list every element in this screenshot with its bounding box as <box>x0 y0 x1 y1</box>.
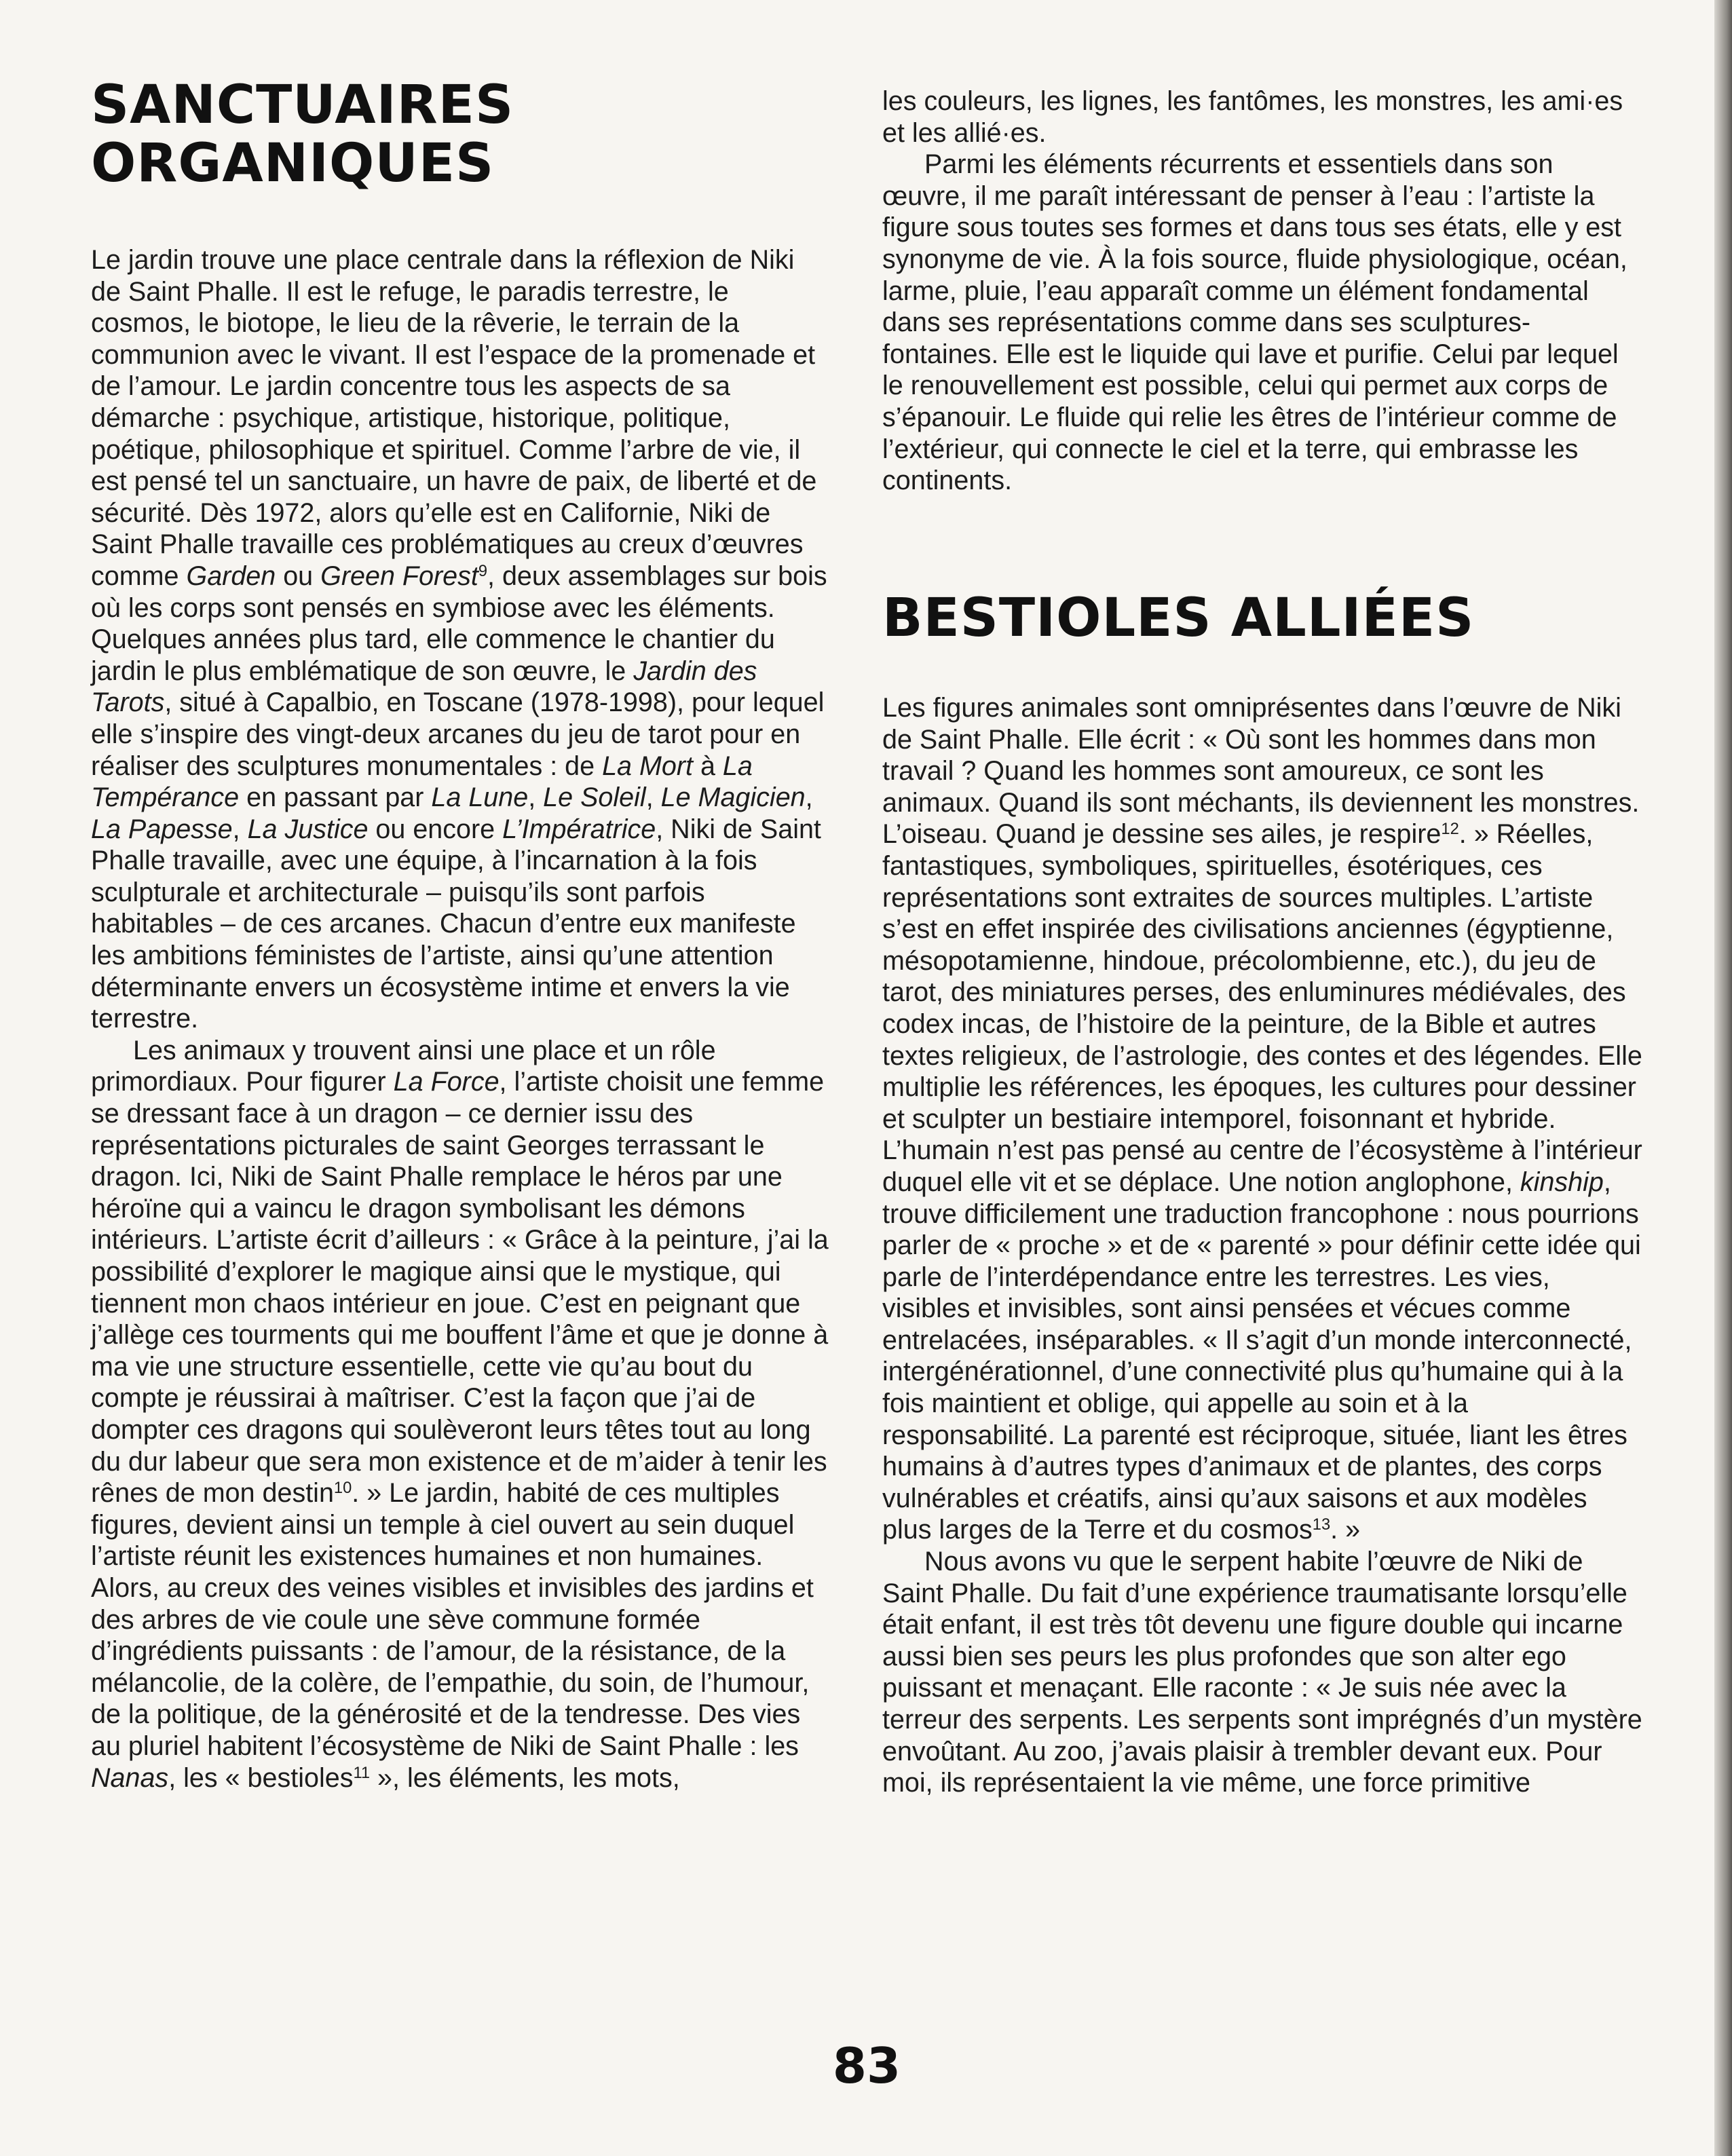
footnote-ref-9: 9 <box>478 562 488 580</box>
paragraph-figures-animales: Les figures animales sont omniprésentes dans l’œuvre de Niki de Saint Phalle. Elle écrit : « Où sont les hommes dans mon travail ? Quand les hommes sont amoureux, ce sont les animaux. Quand ils sont méchants, ils deviennent les monstres. L’oiseau. Quand je dessine ses ailes, je respire$^{12}$. » Réelles, fantastiques, symboliques, spirituelles, ésotériques, ces représentations sont extraites de sources multiples. L’artiste s’est en effet inspirée des civilisations anciennes (égyptienne, mésopotamienne, hindoue, précolombienne, etc.), du jeu de tarot, des miniatures perses, des enluminures médiévales, des codex incas, de l’histoire de la peinture, de la Bible et autres textes religieux, de l’astrologie, des contes et des légendes. Elle multiplie les références, les époques, les cultures pour dessiner et sculpter un bestiaire intemporel, foisonnant et hybride. L’humain n’est pas pensé au centre de l’écosystème à l’intérieur duquel elle vit et se déplace. Une notion anglophone, kinship, trouve difficilement une traduction francophone : nous pourrions parler de « proche » et de « parenté » pour définir cette idée qui parle de l’interdépendance entre les terrestres. Les vies, visibles et invisibles, sont ainsi pensées et vécues comme entrelacées, inséparables. « Il s’agit d’un monde interconnecté, intergénérationnel, d’une connectivité plus qu’humaine qui à la fois maintient et oblige, qui appelle au soin et à la responsabilité. La parenté est réciproque, située, liant les êtres humains à d’autres types d’animaux et de plantes, des corps vulnérables et créatifs, ainsi qu’aux saisons et aux modèles plus larges de la Terre et du cosmos$^{13}$. » <box>882 693 1642 1545</box>
footnote-ref-13: 13 <box>1312 1516 1331 1534</box>
paragraph-eau: Parmi les éléments récurrents et essentiels dans son œuvre, il me paraît intéressant de penser à l’eau : l’artiste la figure sous toutes ses formes et dans tous ses états, elle y est synonyme de vie. À la fois source, fluide physiologique, océan, larme, pluie, l’eau apparaît comme un élément fondamental dans ses représentations comme dans ses sculptures-fontaines. Elle est le liquide qui lave et purifie. Celui par lequel le renouvellement est possible, celui qui permet aux corps de s’épanouir. Le fluide qui relie les êtres de l’intérieur comme de l’extérieur, qui connecte le ciel et la terre, qui embrasse les continents. <box>882 149 1627 496</box>
heading-line-1: SANCTUAIRES <box>91 75 514 136</box>
right-top-text <box>882 86 1642 497</box>
page-number: 83 <box>832 2037 901 2094</box>
right-bottom-text <box>882 692 1642 1799</box>
footnote-ref-11: 11 <box>353 1764 371 1782</box>
footnote-ref-10: 10 <box>333 1479 352 1498</box>
left-body-text <box>91 244 831 1794</box>
heading-line-2: ORGANIQUES <box>91 133 495 194</box>
paragraph-animaux: Les animaux y trouvent ainsi une place et un rôle primordiaux. Pour figurer La Force, l’artiste choisit une femme se dressant face à un dragon – ce dernier issu des représentations picturales de saint Georges terrassant le dragon. Ici, Niki de Saint Phalle remplace le héros par une héroïne qui a vaincu le dragon symbolisant les démons intérieurs. L’artiste écrit d’ailleurs : « Grâce à la peinture, j’ai la possibilité d’explorer le magique ainsi que le mystique, qui tiennent mon chaos intérieur en joue. C’est en peignant que j’allège ces tourments qui me bouffent l’âme et que je donne à ma vie une structure essentielle, cette vie qu’au bout du compte je réussirai à maîtriser. C’est la façon que j’ai de dompter ces dragons qui soulèveront leurs têtes tout au long du dur labeur que sera mon existence et de m’aider à tenir les rênes de mon destin$^{10}$. » Le jardin, habité de ces multiples figures, devient ainsi un temple à ciel ouvert au sein duquel l’artiste réunit les existences humaines et non humaines. Alors, au creux des veines visibles et invisibles des jardins et des arbres de vie coule une sève commune formée d’ingrédients puissants : de l’amour, de la résistance, de la mélancolie, de la colère, de l’empathie, du soin, de l’humour, de la politique, de la générosité et de la tendresse. Des vies au pluriel habitent l’écosystème de Niki de Saint Phalle : les Nanas, les « bestioles$^{11}$ », les éléments, les mots, <box>91 1035 829 1793</box>
heading-sanctuaires-organiques <box>91 76 831 193</box>
heading-bestioles-alliees: BESTIOLES ALLIÉES <box>882 588 1475 649</box>
paragraph-serpent: Nous avons vu que le serpent habite l’œuvre de Niki de Saint Phalle. Du fait d’une expérience traumatisante lorsqu’elle était enfant, il est très tôt devenu une figure double qui incarne aussi bien ses peurs les plus profondes que son alter ego puissant et menaçant. Elle raconte : « Je suis née avec la terreur des serpents. Les serpents sont imprégnés d’un mystère envoûtant. Au zoo, j’avais plaisir à trembler devant eux. Pour moi, ils représentaient la vie même, une force primitive <box>882 1547 1642 1798</box>
footnote-ref-12: 12 <box>1441 820 1459 839</box>
paragraph-continuation: les couleurs, les lignes, les fantômes, les monstres, les ami·es et les allié·es. <box>882 86 1623 148</box>
paragraph-jardin: Le jardin trouve une place centrale dans la réflexion de Niki de Saint Phalle. Il est le refuge, le paradis terrestre, le cosmos, le biotope, le lieu de la rêverie, le terrain de la communion avec le vivant. Il est l’espace de la promenade et de l’amour. Le jardin concentre tous les aspects de sa démarche : psychique, artistique, historique, politique, poétique, philosophique et spirituel. Comme l’arbre de vie, il est pensé tel un sanctuaire, un havre de paix, de liberté et de sécurité. Dès 1972, alors qu’elle est en Californie, Niki de Saint Phalle travaille ces problématiques au creux d’œuvres comme Garden ou Green Forest$^9$, deux assemblages sur bois où les corps sont pensés en symbiose avec les éléments. Quelques années plus tard, elle commence le chantier du jardin le plus emblématique de son œuvre, le Jardin des Tarots, situé à Capalbio, en Toscane (1978-1998), pour lequel elle s’inspire des vingt-deux arcanes du jeu de tarot pour en réaliser des sculptures monumentales : de La Mort à La Tempérance en passant par La Lune, Le Soleil, Le Magicien, La Papesse, La Justice ou encore L’Impératrice, Niki de Saint Phalle travaille, avec une équipe, à l’incarnation à la fois sculpturale et architecturale – puisqu’ils sont parfois habitables – de ces arcanes. Chacun d’entre eux manifeste les ambitions féministes de l’artiste, ainsi qu’une attention déterminante envers un écosystème intime et envers la vie terrestre. <box>91 245 827 1034</box>
page-edge-shadow <box>1714 0 1732 2156</box>
